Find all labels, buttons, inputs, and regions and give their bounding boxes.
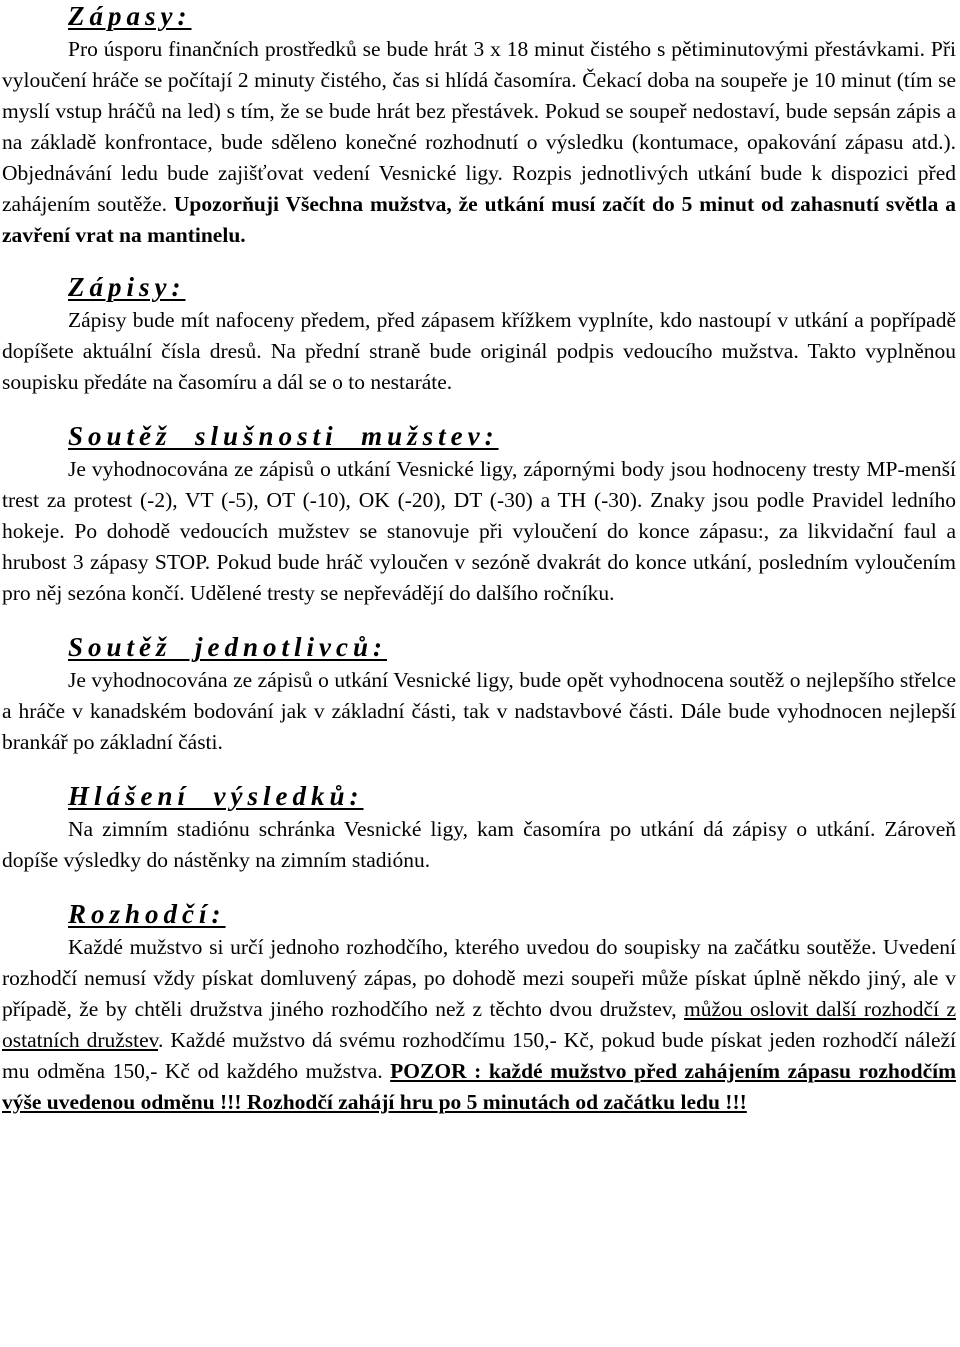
rozhodci-warning: POZOR : každé mužstvo před zahájením zápasu rozhodčím výše uvedenou odměnu !!! Rozhodčí zahájí hru po 5 minutách od začátku ledu !!!: [2, 1059, 956, 1114]
zapasy-warning: Upozorňuji Všechna mužstva, že utkání musí začít do 5 minut od zahasnutí světla a zavření vrat na mantinelu.: [2, 192, 956, 247]
paragraph-soutez-slusnosti: Je vyhodnocována ze zápisů o utkání Vesnické ligy, zápornými body jsou hodnoceny tresty MP-menší trest za protest (-2), VT (-5), OT (-10), OK (-20), DT (-30) a TH (-30). Znaky jsou podle Pravidel ledního hokeje. Po dohodě vedoucích mužstev se stanovuje při vyloučení do konce zápasu:, za likvidační faul a hrubost 3 zápasy STOP. Pokud bude hráč vyloučen v sezóně dvakrát do konce utkání, posledním vyloučením pro něj sezóna končí. Udělené tresty se nepřevádějí do dalšího ročníku.: [2, 457, 956, 605]
section-heading-soutez-slusnosti: Soutěž slušnosti mužstev:: [68, 421, 499, 451]
rozhodci-text-rest: . Každé mužstvo dá svému rozhodčímu 150,- Kč, pokud bude pískat jeden rozhodčí náleží mu odměna 150,- Kč od každého mužstva.: [2, 1028, 957, 1083]
rozhodci-text: Každé mužstvo si určí jednoho rozhodčího, kterého uvedou do soupisky na začátku soutěže. Uvedení rozhodčí nemusí vždy pískat domluvený zápas, po dohodě mezi soupeři může pískat úplně někdo jiný, ale v případě, že by chtěli družstva jiného rozhodčího než z těchto dvou družstev,: [2, 935, 956, 1021]
paragraph-zapisy: Zápisy bude mít nafoceny předem, před zápasem křížkem vyplníte, kdo nastoupí v utkání a popřípadě dopíšete aktuální čísla dresů. Na přední straně bude originál podpis vedoucího mužstva. Takto vyplněnou soupisku předáte na časomíru a dál se o to nestaráte.: [2, 308, 956, 394]
paragraph-rozhodci: [2, 932, 956, 1118]
paragraph-hlaseni-vysledku: Na zimním stadiónu schránka Vesnické ligy, kam časomíra po utkání dá zápisy o utkání. Zároveň dopíše výsledky do nástěnky na zimním stadiónu.: [2, 817, 956, 872]
section-heading-hlaseni-vysledku: Hlášení výsledků:: [68, 781, 364, 811]
zapasy-text: Pro úsporu finančních prostředků se bude hrát 3 x 18 minut čistého s pětiminutovými přestávkami. Při vyloučení hráče se počítají 2 minuty čistého, čas si hlídá časomíra. Čekací doba na soupeře je 10 minut (tím se myslí vstup hráčů na led) s tím, že se bude hrát bez přestávek. Pokud se soupeř nedostaví, bude sepsán zápis a na základě konfrontace, bude sděleno konečné rozhodnutí o výsledku (kontumace, opakování zápasu atd.). Objednávání ledu bude zajišťovat vedení Vesnické ligy. Rozpis jednotlivých utkání bude k dispozici před zahájením soutěže.: [2, 37, 956, 216]
paragraph-zapasy: [2, 34, 956, 251]
section-heading-soutez-jednotlivcu: Soutěž jednotlivců:: [68, 632, 388, 662]
paragraph-soutez-jednotlivcu: Je vyhodnocována ze zápisů o utkání Vesnické ligy, bude opět vyhodnocena soutěž o nejlepšího střelce a hráče v kanadském bodování jak v základní části, tak v nadstavbové části. Dále bude vyhodnocen nejlepší brankář po základní části.: [2, 668, 956, 754]
section-heading-zapisy: Zápisy:: [68, 272, 186, 302]
rozhodci-underlined-text: můžou oslovit další rozhodčí z ostatních družstev: [2, 997, 956, 1052]
document-page: [2, 0, 956, 1118]
section-heading-rozhodci: Rozhodčí:: [68, 899, 226, 929]
section-heading-zapasy: Zápasy:: [68, 1, 192, 31]
